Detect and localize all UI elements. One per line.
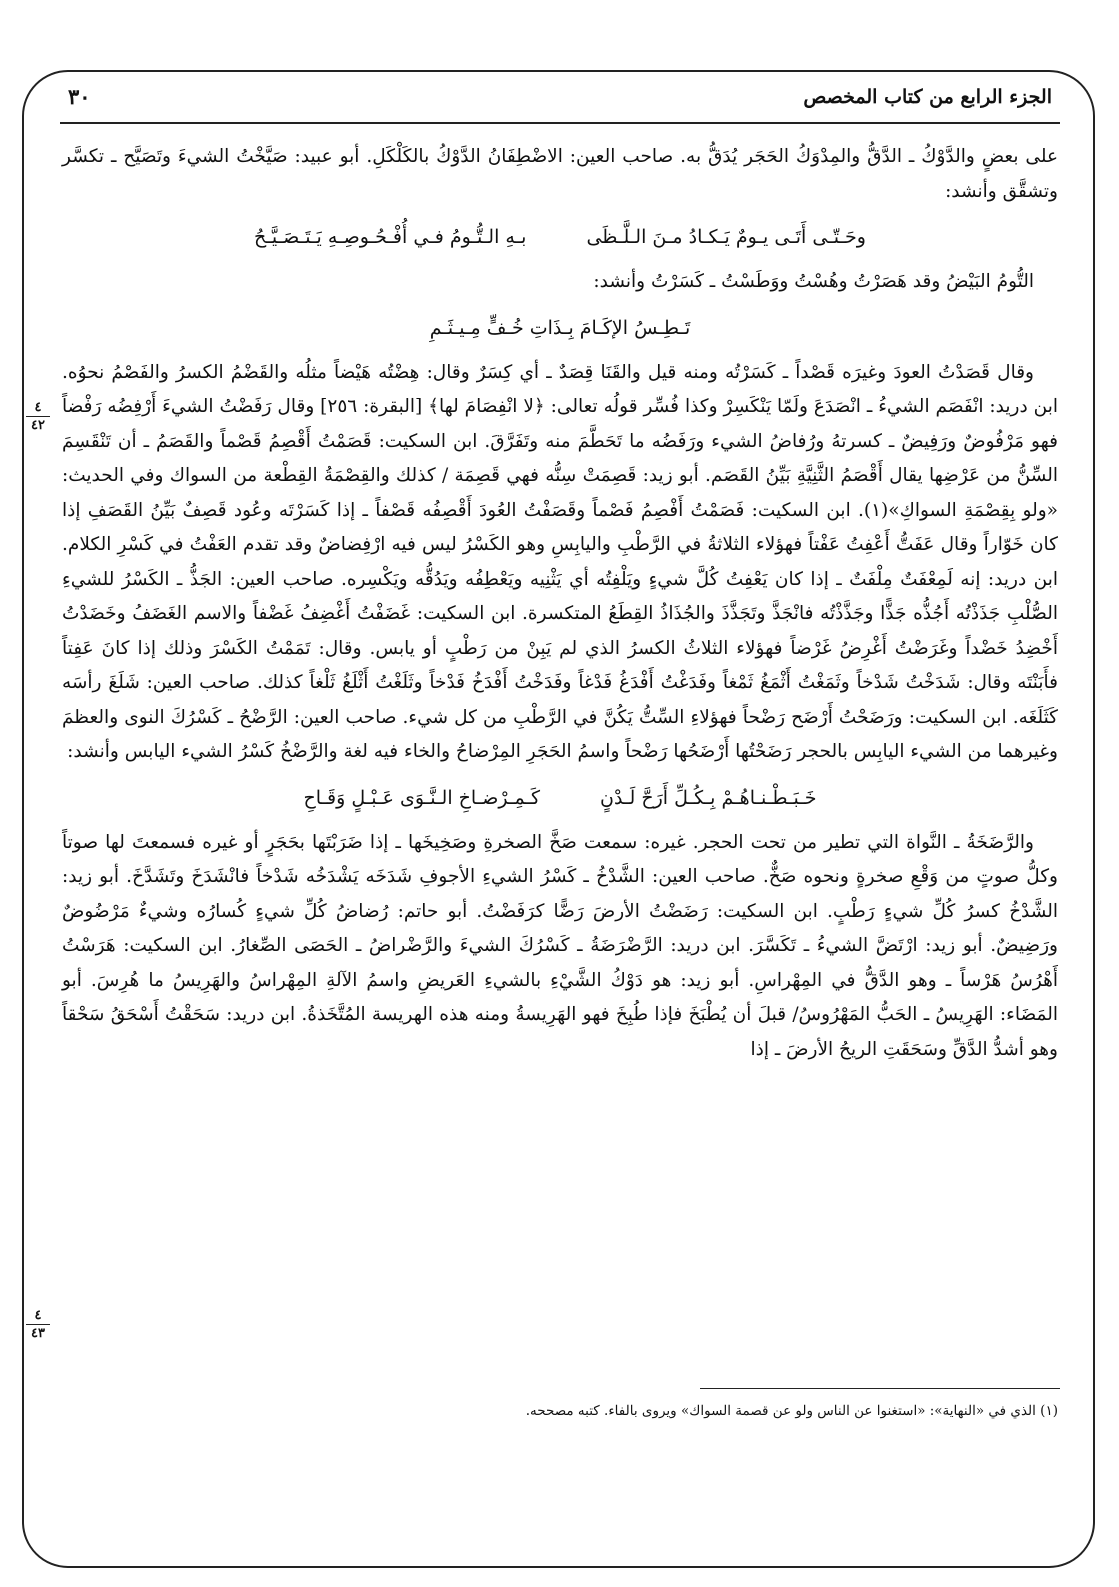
margin-ref-rule xyxy=(26,416,50,417)
verse-1-first-hemistich: وحَـتّـى أَتَـى يـومٌ يَـكـادُ مـنَ الـلَّـظَى xyxy=(586,226,866,248)
paragraph-2: التُّومُ البَيْضُ وقد هَصَرْتُ وهُسْتُ ووَطَسْتُ ـ كَسَرْتُ وأنشد: xyxy=(593,271,1034,292)
paragraph-3: وقال قَصَدْتُ العودَ وغيرَه قَصْداً ـ كَسَرْتُه ومنه قيل والقَنَا قِصَدٌ ـ أي كِسَرٌ وقال: هِضْتُه هَيْضاً مثلُه والقَضْمُ الكسرُ والفَصْمُ نحوُه. ابن دريد: انْفَصَم الشيءُ ـ انْصَدَعَ ولَمّا يَنْكَسِرْ وكذا فُسِّر قولُه تعالى: ﴿لا انْفِصَامَ لها﴾ [البقرة: ٢٥٦] وقال رَفَضْتُ الشيءَ أَرْفِضُه رَفْضاً فهو مَرْفُوضٌ ورَفِيضٌ ـ كسرتهُ ورُفاضُ الشيء ورَفَضُه ما تَحَطَّمَ منه وتَفَرَّقَ. ابن السكيت: قَصَمْتُ أَقْصِمُ قَصْماً والقَصَمُ ـ أن تَنْقَسِمَ السِّنُّ من عَرْضِها يقال أَقْصَمُ الثَّنِيَّةِ بَيِّنُ القَصَم. أبو زيد: قَصِمَتْ سِنُّه فهي قَصِمَة / كذلك والقِصْمَةُ القِطْعة من السواك وفي الحديث: «ولو بِقِصْمَةِ السواكِ»(١). ابن السكيت: فَصَمْتُ أَفْصِمُ فَصْماً وقَصَفْتُ العُودَ أَقْصِفُه قَصْفاً ـ إذا كَسَرْتَه وعُود قَصِفٌ بَيِّنُ القَصَفِ إذا كان خَوّاراً وقال عَفَتُّ أَعْفِتُ عَفْتاً فهؤلاء الثلاثةُ في الرَّطْبِ واليابِسِ وهو الكَسْرُ ليس فيه ارْفِضاضٌ وقد تقدم العَفْتُ في كَسْرِ الكلام. ابن دريد: إنه لَمِعْفَتٌ مِلْفَتٌ ـ إذا كان يَعْفِتُ كُلَّ شيءٍ ويَلْفِتُه أي يَثْنِيه ويَعْطِفُه ويَدُقُّه ويَكْسِره. صاحب العين: الجَذُّ ـ الكَسْرُ للشيءِ الصُّلْبِ جَذَذْتُه أَجُذُّه جَذًّا وجَذَّذْتُه فانْجَذَّ وتَجَذَّذَ والجُذَاذُ القِطَعُ المتكسرة. ابن السكيت: غَضَفْتُ أَغْضِفُ غَضْفاً والاسم الغَضَفُ وخَضَدْتُ أَخْضِدُ خَضْداً وغَرَضْتُ أَغْرِضُ غَرْضاً فهؤلاء الثلاثُ الكسرُ الذي لم يَبِنْ من رَطْبٍ أو يابس. وقال: تَمَمْتُ الكَسْرَ وذلك إذا كانَ عَفِتاً فأَبَنْتَه وقال: شَدَخْتُ شَدْخاً وثَمَغْتُ أَثْمَغُ ثَمْغاً وفَدَغْتُ أَفْدَغُ فَدْغاً وفَدَخْتُ أَفْدَخُ فَدْخاً وثَلَغْتُ أَثْلَغُ ثَلْغاً كذلك. صاحب العين: شَلَغَ رأسَه كَثَلَغَه. ابن السكيت: ورَضَحْتُ أَرْضَح رَضْحاً فهؤلاءِ السِّتُّ يَكُنَّ في الرَّطْبِ من كل شيء. صاحب العين: الرَّضْحُ ـ كَسْرُكَ النوى والعظمَ وغيرهما من الشيء اليابِس بالحجر رَضَحْتُها أَرْضَحُها رَضْحاً واسمُ الحَجَرِ المِرْضاحُ والخاء فيه لغة والرَّضْخُ كَسْرُ الشيء اليابس وأنشد: xyxy=(62,361,1058,762)
margin-ref-page: ٤٢ xyxy=(31,418,45,433)
verse-2 xyxy=(62,308,1058,348)
paragraph-1: على بعضٍ والدَّوْكُ ـ الدَّقُّ والمِدْوَكُ الحَجَر يُدَقُّ به. صاحب العين: الاضْطِفَانُ الدَّوْكُ بالكَلْكَلِ. أبو عبيد: صَيَّخْتُ الشيءَ وتَصَيَّح ـ تكسَّر وتشقَّق وأنشد: xyxy=(62,146,1058,202)
margin-page-ref-42 xyxy=(24,400,52,433)
verse-1-second-hemistich: بـهِ الـتُّـومُ فـي أُفْـحُـوصِـهِ يَـتَـصَـيَّـحُ xyxy=(254,226,527,248)
verse-3 xyxy=(62,778,1058,818)
footnote: (١) الذي في «النهاية»: «استغنوا عن الناس ولو عن قصمة السواك» ويروى بالفاء. كتبه مصححه. xyxy=(525,1403,1058,1419)
margin-ref-page: ٤٣ xyxy=(31,1326,45,1341)
verse-2-line: تَـطِـسُ الإكَـامَ بِـذَاتِ خُـفٍّ مِـيـثَـمِ xyxy=(429,316,691,339)
verse-3-first-hemistich: خَـبَـطْـنـاهُـمْ بِـكُـلِّ أَرَحَّ لَـدْنٍ xyxy=(600,786,817,809)
running-title: الجزء الرابع من كتاب المخصص xyxy=(803,86,1052,108)
margin-ref-volume: ٤ xyxy=(34,400,42,415)
verse-3-second-hemistich: كَـمِـرْضـاخِ الـنَّـوَى عَـبْـلٍ وَقَـاحِ xyxy=(303,786,541,809)
margin-ref-rule xyxy=(26,1324,50,1325)
paragraph-4: والرَّضَخَةُ ـ النَّواة التي تطير من تحت الحجر. غيره: سمعت صَخَّ الصخرةِ وصَخِيخَها ـ إذا ضَرَبْتَها بحَجَرٍ أو غيره فسمعتَ لها صوتاً وكلُّ صوتٍ من وَقْعِ صخرةٍ ونحوه صَخٌّ. صاحب العين: الشَّدْخُ ـ كَسْرُ الشيءِ الأجوفِ شَدَخَه يَشْدَخُه شَدْخاً فانْشَدَخَ وتَشَدَّخَ. أبو زيد: الشَّدْخُ كسرُ كُلِّ شيءٍ رَطْبٍ. ابن السكيت: رَضَضْتُ الأرضَ رَضًّا كرَفَضْتُ. أبو حاتم: رُضاضُ كُلِّ شيءٍ كُسارُه وشيءٌ مَرْضُوضٌ ورَضِيضٌ. أبو زيد: ارْتَضَّ الشيءُ ـ تَكَسَّرَ. ابن دريد: الرَّضْرَضَةُ ـ كَسْرُكَ الشيءَ والرَّضْراضُ ـ الحَصَى الصِّغارُ. ابن السكيت: هَرَسْتُ أَهْرُسُ هَرْساً ـ وهو الدَّقُّ في المِهْراسِ. أبو زيد: هو دَوْكُ الشَّيْءِ بالشيءِ العَريضِ واسمُ الآلةِ المِهْراسُ والهَرِيسُ ما هُرِسَ. أبو المَضَاء: الهَرِيسُ ـ الحَبُّ المَهْرُوسُ/ قبلَ أن يُطْبَخَ فإذا طُبِخَ فهو الهَرِيسةُ ومنه هذه الهريسة المُتَّخَذةُ. ابن دريد: سَحَقْتُ أَسْحَقُ سَحْقاً وهو أشدُّ الدَّقِّ وسَحَقَتِ الريحُ الأرضَ ـ إذا xyxy=(62,831,1058,1060)
page-header xyxy=(60,82,1060,122)
margin-ref-volume: ٤ xyxy=(34,1308,42,1323)
header-divider xyxy=(60,122,1060,124)
main-text xyxy=(62,140,1058,1067)
page-number: ٣٠ xyxy=(68,84,91,109)
margin-page-ref-43 xyxy=(24,1308,52,1341)
footnote-divider xyxy=(700,1388,1060,1389)
verse-1 xyxy=(62,217,1058,257)
